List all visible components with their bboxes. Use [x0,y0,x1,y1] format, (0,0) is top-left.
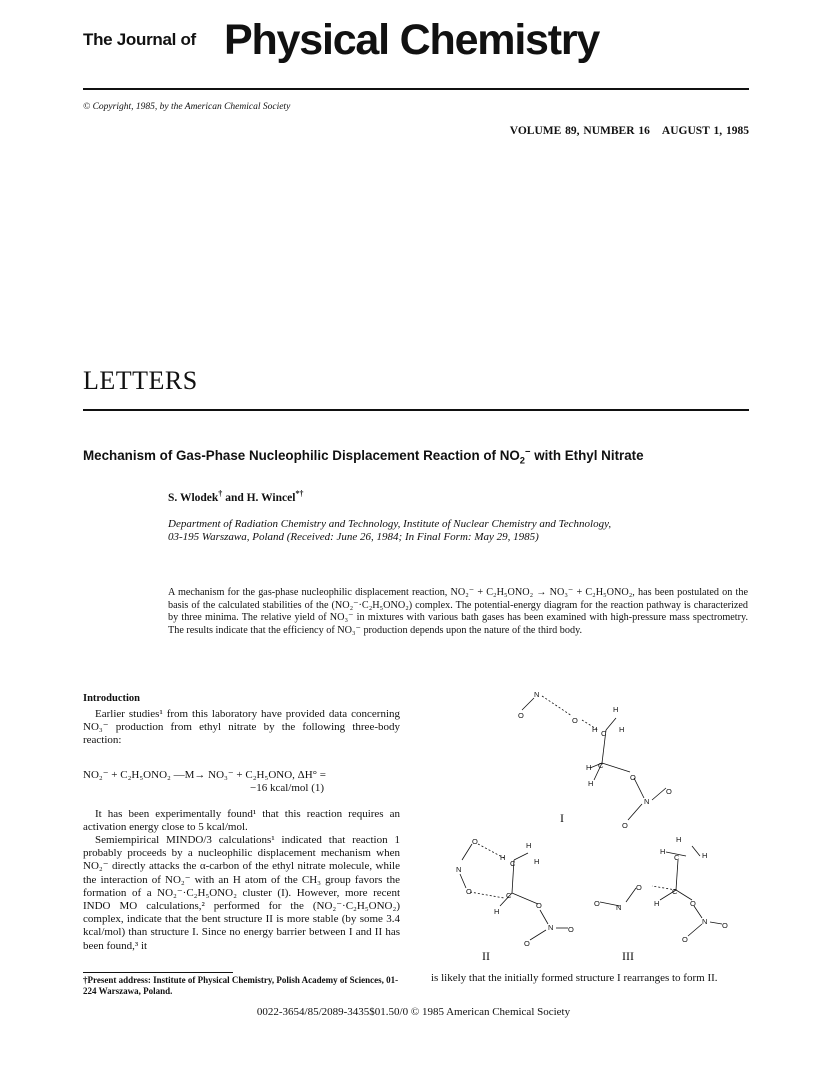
title-subscript: 2 [519,455,526,466]
atom-label: N [456,865,462,874]
title-main: Mechanism of Gas-Phase Nucleophilic Displacement Reaction of NO [83,448,520,463]
bond-ii-8 [512,893,538,904]
title-end: with Ethyl Nitrate [530,448,644,463]
structures-figure [430,688,750,968]
bond-i-2 [542,696,572,716]
atom-label: N [548,923,554,932]
atom-label: N [702,917,708,926]
atom-label: H [702,851,708,860]
author-2: H. Wincel [246,492,296,504]
atom-label: H [494,907,500,916]
atom-label: O [636,883,642,892]
atom-label: C [506,891,512,900]
volume-line [498,125,749,137]
bond-i-8 [602,763,630,772]
bond-iii-10 [688,924,702,936]
atom-label: O [594,899,600,908]
bond-ii-5 [514,853,528,860]
journal-prefix: The Journal of [83,30,196,49]
atom-label: H [676,835,682,844]
paragraph-3: Semiempirical MINDO/3 calculations¹ indicated that reaction 1 probably proceeds by a nucleophilic displacement mechanism when NO₂⁻ directly attacks the α-carbon of the ethyl nitrate molecule, while the interaction of NO₂⁻ with an H atom of the CH₃ group favors the formation of a NO₂⁻·C₂H₅ONO₂ cluster (I). However, more recent INDO MO calculations,² performed for the (NO₂⁻·C₂H₅ONO₂) complex, indicate that the bent structure II is more stable (by some 3.4 kcal/mol) than structure I. Since no energy barrier between I and II has been found,³ it [83,834,400,952]
atom-label: H [500,853,506,862]
paragraph-2: It has been experimentally found¹ that this reaction requires an activation energy close to 5 kcal/mol. [83,808,400,834]
bond-ii-3 [460,874,466,888]
atom-label: H [592,725,598,734]
bond-ii-1 [462,844,472,860]
atom-label: O [472,837,478,846]
bond-ii-10 [530,930,546,940]
masthead-rule [83,88,749,90]
equation-1-tail: −16 kcal/mol (1) [250,782,325,794]
paragraph-1: Earlier studies¹ from this laboratory have provided data concerning NO₃⁻ production from ethyl nitrate by the following three-body reaction: [83,708,400,747]
atom-label: O [630,773,636,782]
equation-1: NO₂⁻ + C₂H₅ONO₂ —M→ NO₃⁻ + C₂H₅ONO, ΔH° = [83,769,327,781]
atom-label: N [644,797,650,806]
atom-label: H [613,705,619,714]
structure-label-ii: II [482,949,490,963]
article-title [83,446,753,466]
structure-label-i: I [560,811,564,825]
section-heading: LETTERS [83,366,198,395]
atom-label: H [534,857,540,866]
atom-label: O [622,821,628,830]
atom-label: H [619,725,625,734]
atom-label: O [466,887,472,896]
atom-label: C [674,853,680,862]
copyright-line: © Copyright, 1985, by the American Chemical Society [83,102,291,112]
bond-i-1 [522,698,534,710]
atom-label: H [660,847,666,856]
atom-label: H [654,899,660,908]
author-separator: and [222,492,247,504]
atom-label: N [534,690,540,699]
atom-label: H [526,841,532,850]
author-1-mark: † [218,489,223,499]
page-footer: 0022-3654/85/2089-3435$01.50/0 © 1985 American Chemical Society [256,1006,571,1018]
title-superscript: − [525,446,531,457]
atom-label: O [690,899,696,908]
atom-label: O [518,711,524,720]
bond-i-10 [628,804,642,820]
right-column-text: is likely that the initially formed structure I rearranges to form II. [431,972,718,984]
bond-ii-9 [540,910,548,924]
atom-label: O [536,901,542,910]
issue-date: AUGUST 1, 1985 [661,125,749,137]
bond-iii-3 [676,860,678,890]
footnote-rule [83,972,233,973]
atom-label: N [616,903,622,912]
author-1: S. Wlodek [168,492,219,504]
atom-label: O [722,921,728,930]
section-rule [83,409,749,411]
journal-name: Physical Chemistry [224,16,600,64]
atom-label: O [572,716,578,725]
footnote: †Present address: Institute of Physical Chemistry, Polish Academy of Sciences, 01-224 Warszawa, Poland. [83,975,399,996]
bond-iii-5 [626,888,636,902]
bond-iii-11 [710,922,722,924]
atom-label: O [666,787,672,796]
bond-i-11 [652,788,666,800]
structure-label-iii: III [622,949,634,963]
atom-label: H [586,763,592,772]
atom-label: C [672,887,678,896]
atom-label: C [601,729,607,738]
author-2-mark: *† [295,489,304,499]
atom-label: C [510,859,516,868]
affiliation-line-1: Department of Radiation Chemistry and Technology, Institute of Nuclear Chemistry and Technology, [168,518,612,530]
atom-label: C [598,761,604,770]
volume-number: VOLUME 89, NUMBER 16 [509,125,650,137]
atom-label: O [524,939,530,948]
abstract: A mechanism for the gas-phase nucleophilic displacement reaction, NO₂⁻ + C₂H₅ONO₂ → NO₃⁻ + C₂H₅ONO₂, has been postulated on the basis of the calculated stabilities of the (NO₂⁻·C₂H₅ONO₂) complex. The potential-energy diagram for the reaction pathway is characterized by three minima. The relative yield of NO₃⁻ in mixtures with various bath gases has been examined with high-pressure mass spectrometry. The results indicate that the efficiency of NO₃⁻ production depends upon the nature of the third body. [168,587,748,636]
affiliation [168,518,748,544]
bond-ii-4 [470,892,504,898]
atom-label: H [588,779,594,788]
introduction-heading: Introduction [83,693,140,704]
authors [168,489,304,504]
bond-iii-2 [692,846,700,856]
atom-label: O [682,935,688,944]
atom-label: O [568,925,574,934]
affiliation-line-2: 03-195 Warszawa, Poland (Received: June 26, 1984; In Final Form: May 29, 1985) [168,531,539,543]
bond-i-4 [606,718,616,730]
